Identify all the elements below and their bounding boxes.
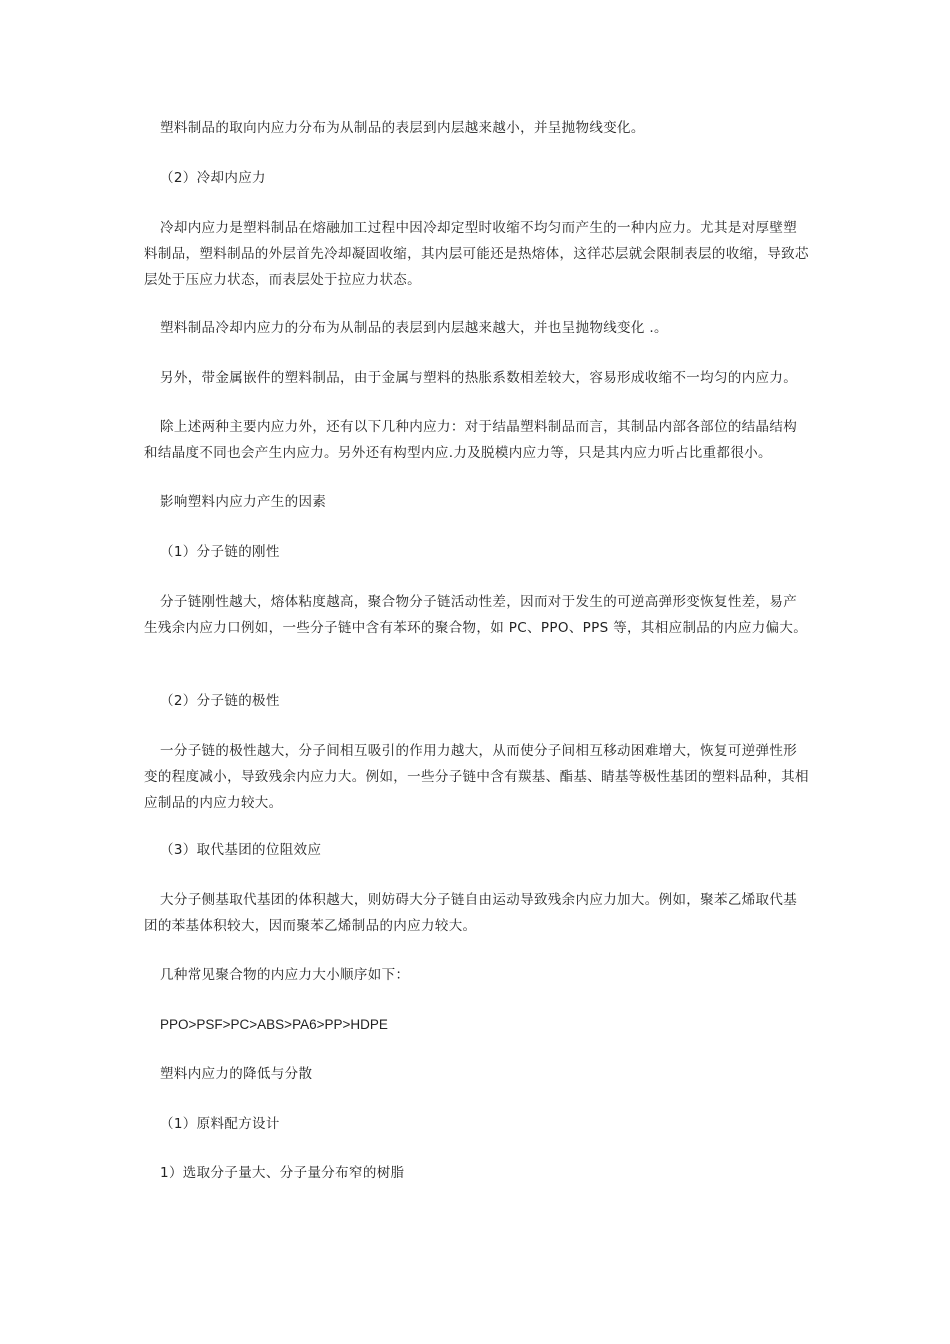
heading-chain-rigidity: （1）分子链的刚性 [160,544,280,560]
heading-steric-hindrance: （3）取代基团的位阻效应 [160,842,322,858]
heading-stress-reduction: 塑料内应力的降低与分散 [160,1066,313,1082]
heading-cooling-stress: （2）冷却内应力 [160,170,266,186]
heading-chain-polarity: （2）分子链的极性 [160,693,280,709]
paragraph-cooling-stress-definition: 冷却内应力是塑料制品在熔融加工过程中因冷却定型时收缩不均匀而产生的一种内应力。尤其是对厚壁塑料制品，塑料制品的外层首先冷却凝固收缩，其内层可能还是热熔体，这徉芯层就会限制表层的收缩，导致芯层处于压应力状态，而表层处于拉应力状态。 [144,220,809,288]
paragraph-steric-hindrance: 大分子侧基取代基团的体积越大，则妨碍大分子链自由运动导致残余内应力加大。例如，聚苯乙烯取代基团的苯基体积较大，因而聚苯乙烯制品的内应力较大。 [144,892,798,934]
paragraph-chain-polarity: 一分子链的极性越大，分子间相互吸引的作用力越大，从而使分子间相互移动困难增大，恢复可逆弹性形变的程度减小，导致残余内应力大。例如，一些分子链中含有羰基、酯基、睛基等极性基团的塑料品种，其相应制品的内应力较大。 [144,743,809,811]
paragraph-orientation-stress-distribution: 塑料制品的取向内应力分布为从制品的表层到内层越来越小，并呈抛物线变化。 [160,120,645,136]
paragraph-other-stresses: 除上述两种主要内应力外，还有以下几种内应力：对于结晶塑料制品而言，其制品内部各部位的结晶结构和结晶度不同也会产生内应力。另外还有构型内应.力及脱模内应力等，只是其内应力听占比重都很小。 [144,419,798,461]
paragraph-cooling-stress-distribution: 塑料制品冷却内应力的分布为从制品的表层到内层越来越大，并也呈抛物线变化 .。 [160,320,668,336]
polymer-stress-order: PPO>PSF>PC>ABS>PA6>PP>HDPE [160,1017,388,1032]
list-item-select-resin: 1）选取分子量大、分子量分布窄的树脂 [160,1165,405,1181]
paragraph-chain-rigidity: 分子链刚性越大，熔体粘度越高，聚合物分子链活动性差，因而对于发生的可逆高弹形变恢复性差，易产生残余内应力口例如，一些分子链中含有苯环的聚合物，如 PC、PPO、PPS 等，其相应制品的内应力偏大。 [144,594,808,636]
paragraph-metal-insert-stress: 另外，带金属嵌件的塑料制品，由于金属与塑料的热胀系数相差较大，容易形成收缩不一均匀的内应力。 [160,370,798,386]
heading-influencing-factors: 影响塑料内应力产生的因素 [160,494,327,510]
paragraph-stress-order-intro: 几种常见聚合物的内应力大小顺序如下： [160,967,410,983]
heading-formulation-design: （1）原料配方设计 [160,1116,280,1132]
